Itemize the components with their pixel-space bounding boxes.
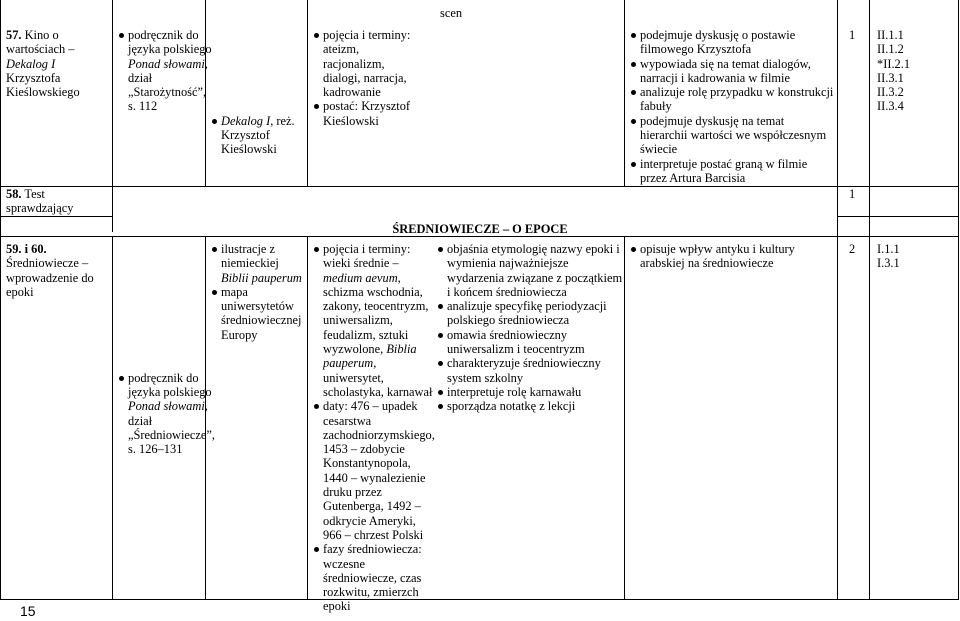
- list-item: omawia średniowieczny uniwersalizm i teocentryzm: [437, 328, 623, 357]
- lesson-57-materials: Dekalog I, reż. Krzysztof Kieślowski: [211, 114, 313, 157]
- list-item: opisuje wpływ antyku i kultury arabskiej na średniowiecze: [630, 242, 834, 271]
- column-divider: [112, 236, 113, 600]
- list-item: charakteryzuje średniowieczny system szkolny: [437, 356, 623, 385]
- lesson-59-skills-extended: [630, 242, 834, 271]
- table-border-right: [958, 0, 959, 600]
- lesson-59-skills-basic: [437, 242, 623, 414]
- section-title: ŚREDNIOWIECZE – O EPOCE: [392, 222, 568, 236]
- list-item: podejmuje dyskusję na temat hierarchii wartości we współczesnym świecie: [630, 114, 834, 157]
- table-border-bottom: [0, 599, 959, 600]
- lesson-59-codes: I.1.1 I.3.1: [877, 242, 900, 271]
- lesson-57-hours: 1: [849, 28, 856, 42]
- list-item: analizuje specyfikę periodyzacji polskiego średniowiecza: [437, 299, 623, 328]
- lesson-59-sources: podręcznik do języka polskiego Ponad słowami, dział „Średniowiecze”, s. 126–131: [118, 371, 212, 457]
- lesson-57-terms: [313, 28, 421, 128]
- list-item: objaśnia etymologię nazwy epoki i wymienia najważniejsze wydarzenia związane z początkiem i końcem średniowiecza: [437, 242, 623, 299]
- column-divider: [624, 0, 625, 186]
- row-divider: [837, 216, 959, 217]
- list-item: pojęcia i terminy: wieki średnie – medium aevum, schizma wschodnia, zakony, teocentryzm, uniwersalizm, feudalizm, sztuki wyzwolone, Biblia pauperum, uniwersytet, scholastyka, karnawał: [313, 242, 433, 399]
- lesson-59-materials: [211, 242, 303, 342]
- lesson-57-title: 57. Kino o wartościach – Dekalog I Krzysztofa Kieślowskiego: [6, 28, 80, 100]
- row-divider: [0, 216, 113, 217]
- list-item: analizuje rolę przypadku w konstrukcji fabuły: [630, 85, 834, 114]
- lesson-57-codes: II.1.1 II.1.2 *II.2.1 II.3.1 II.3.2 II.3.4: [877, 28, 911, 114]
- lesson-57-skills: [630, 28, 834, 185]
- list-item: sporządza notatkę z lekcji: [437, 399, 623, 413]
- list-item: pojęcia i terminy: ateizm, racjonalizm, dialogi, narracja, kadrowanie: [313, 28, 421, 99]
- column-divider: [837, 0, 838, 600]
- column-divider: [112, 0, 113, 232]
- list-item: podejmuje dyskusję o postawie filmowego Krzysztofa: [630, 28, 834, 57]
- lesson-59-hours: 2: [849, 242, 856, 256]
- lesson-57-sources: podręcznik do języka polskiego Ponad słowami, dział „Starożytność”, s. 112: [118, 28, 212, 114]
- list-item: wypowiada się na temat dialogów, narracji i kadrowania w filmie: [630, 57, 834, 86]
- lesson-59-title: 59. i 60. Średniowiecze – wprowadzenie do epoki: [6, 242, 94, 299]
- lesson-number: 57.: [6, 28, 22, 42]
- column-divider: [624, 236, 625, 600]
- list-item: interpretuje rolę karnawału: [437, 385, 623, 399]
- page-number: 15: [20, 603, 36, 619]
- column-divider: [307, 236, 308, 600]
- list-item: postać: Krzysztof Kieślowski: [313, 99, 421, 128]
- list-item: daty: 476 – upadek cesarstwa zachodniorzymskiego, 1453 – zdobycie Konstantynopola, 1440 – wynalezienie druku przez Gutenberga, 1492 – odkrycie Ameryki, 966 – chrzest Polski: [313, 399, 433, 542]
- lesson-58-hours: 1: [849, 187, 856, 201]
- column-divider: [307, 0, 308, 186]
- list-item: fazy średniowiecza: wczesne średniowiecze, czas rozkwitu, zmierzch epoki: [313, 542, 433, 613]
- list-item: mapa uniwersytetów średniowiecznej Europy: [211, 285, 303, 342]
- header-fragment: scen: [440, 6, 463, 20]
- list-item: ilustracje z niemieckiej Biblii pauperum: [211, 242, 303, 285]
- table-border-left: [0, 0, 1, 600]
- lesson-58-title: 58. Test sprawdzający: [6, 187, 74, 216]
- list-item: interpretuje postać graną w filmie przez Artura Barcisia: [630, 157, 834, 186]
- row-divider: [0, 186, 959, 187]
- column-divider: [869, 0, 870, 600]
- lesson-59-terms: [313, 242, 433, 614]
